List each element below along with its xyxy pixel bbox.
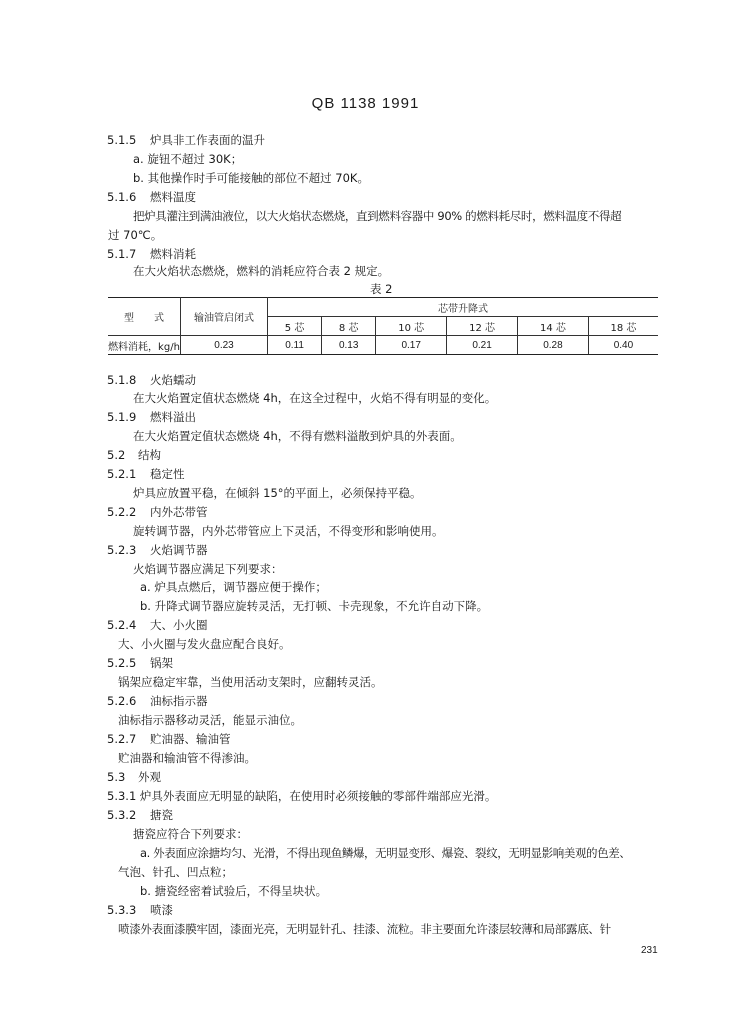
page-number: 231 (641, 945, 658, 956)
section-5-2-7-text: 贮油器和输油管不得渗油。 (118, 751, 256, 765)
section-5-2-3-number: 5.2.3 (107, 543, 137, 557)
item-b-enamel: b. 搪瓷经密着试验后，不得呈块状。 (140, 884, 328, 898)
wick-14: 14 芯 (518, 317, 589, 336)
item-a-enamel: a. 外表面应涂搪均匀、光滑，不得出现鱼鳞爆，无明显变形、爆瓷、裂纹，无明显影响美观的色差、 (140, 846, 631, 860)
section-5-2-4-number: 5.2.4 (107, 618, 137, 632)
section-5-1-6-text-cont: 过 70℃。 (108, 228, 163, 242)
section-5-2-title: 结构 (138, 448, 161, 462)
section-5-2-5-title: 锅架 (150, 656, 173, 670)
section-5-3-title: 外观 (138, 770, 161, 784)
section-5-1-7-text: 在大火焰状态燃烧，燃料的消耗应符合表 2 规定。 (133, 264, 390, 278)
section-5-2-2-number: 5.2.2 (107, 505, 137, 519)
item-b-other: b. 其他操作时手可能接触的部位不超过 70K。 (133, 171, 369, 185)
item-a-knob: a. 旋钮不超过 30K； (133, 152, 243, 166)
table-caption: 表 2 (370, 282, 393, 296)
value-wick-12: 0.21 (447, 336, 518, 355)
section-5-2-6-number: 5.2.6 (107, 694, 137, 708)
value-wick-10: 0.17 (376, 336, 447, 355)
section-5-1-5-title: 炉具非工作表面的温升 (150, 133, 265, 147)
section-5-3-1: 5.3.1 炉具外表面应无明显的缺陷，在使用时必须接触的零部件端部应光滑。 (107, 789, 497, 803)
section-5-3-3-number: 5.3.3 (107, 903, 137, 917)
col-header-wick: 芯带升降式 (268, 298, 659, 317)
section-5-1-6-text: 把炉具灌注到满油液位，以大火焰状态燃烧，直到燃料容器中 90% 的燃料耗尽时，燃料温度不得超 (133, 209, 622, 223)
section-5-2-number: 5.2 (107, 448, 126, 462)
section-5-1-9-title: 燃料溢出 (150, 410, 196, 424)
section-5-1-7-number: 5.1.7 (107, 247, 137, 261)
section-5-2-3-text: 火焰调节器应满足下列要求： (133, 562, 283, 576)
value-wick-5: 0.11 (268, 336, 322, 355)
section-5-3-3-title: 喷漆 (150, 903, 173, 917)
col-header-type: 型 式 (108, 298, 181, 336)
row-label-fuel-consumption: 燃料消耗，kg/h (108, 336, 181, 355)
section-5-2-5-text: 锅架应稳定牢靠，当使用活动支架时，应翻转灵活。 (118, 675, 383, 689)
section-5-1-9-number: 5.1.9 (107, 410, 137, 424)
section-5-1-9-text: 在大火焰置定值状态燃烧 4h，不得有燃料溢散到炉具的外表面。 (133, 429, 462, 443)
section-5-2-1-number: 5.2.1 (107, 467, 137, 481)
section-5-3-2-number: 5.3.2 (107, 808, 137, 822)
section-5-2-7-title: 贮油器、输油管 (150, 732, 231, 746)
section-5-2-4-title: 大、小火圈 (150, 618, 208, 632)
section-5-1-8-number: 5.1.8 (107, 373, 137, 387)
section-5-3-2-title: 搪瓷 (150, 808, 173, 822)
value-wick-8: 0.13 (322, 336, 376, 355)
section-5-1-5-number: 5.1.5 (107, 133, 137, 147)
section-5-1-8-text: 在大火焰置定值状态燃烧 4h，在这全过程中，火焰不得有明显的变化。 (133, 391, 497, 405)
item-a-enamel-cont: 气泡、针孔、凹点粒； (118, 865, 233, 879)
section-5-1-6-number: 5.1.6 (107, 190, 137, 204)
item-b-regulator: b. 升降式调节器应旋转灵活，无打顿、卡壳现象，不允许自动下降。 (140, 599, 489, 613)
value-wick-14: 0.28 (518, 336, 589, 355)
wick-18: 18 芯 (588, 317, 658, 336)
section-5-2-2-text: 旋转调节器，内外芯带管应上下灵活，不得变形和影响使用。 (133, 524, 444, 538)
item-a-ignite: a. 炉具点燃后，调节器应便于操作； (140, 580, 327, 594)
section-5-1-6-title: 燃料温度 (150, 190, 196, 204)
section-5-2-6-title: 油标指示器 (150, 694, 208, 708)
col-header-pipe: 输油管启闭式 (181, 298, 268, 336)
section-5-2-2-title: 内外芯带管 (150, 505, 208, 519)
wick-12: 12 芯 (447, 317, 518, 336)
section-5-3-3-text: 喷漆外表面漆膜牢固，漆面光亮，无明显针孔、挂漆、流粒。非主要面允许漆层较薄和局部露底、针 (118, 922, 611, 936)
section-5-3-2-text: 搪瓷应符合下列要求： (133, 827, 248, 841)
value-pipe: 0.23 (181, 336, 268, 355)
section-5-1-8-title: 火焰蠕动 (150, 373, 196, 387)
section-5-2-6-text: 油标指示器移动灵活，能显示油位。 (118, 713, 302, 727)
section-5-2-3-title: 火焰调节器 (150, 543, 208, 557)
section-5-3-number: 5.3 (107, 770, 126, 784)
fuel-consumption-table (108, 297, 658, 355)
wick-10: 10 芯 (376, 317, 447, 336)
wick-8: 8 芯 (322, 317, 376, 336)
section-5-2-1-title: 稳定性 (150, 467, 185, 481)
section-5-2-1-text: 炉具应放置平稳，在倾斜 15°的平面上，必须保持平稳。 (133, 486, 422, 500)
wick-5: 5 芯 (268, 317, 322, 336)
section-5-2-5-number: 5.2.5 (107, 656, 137, 670)
value-wick-18: 0.40 (588, 336, 658, 355)
section-5-1-7-title: 燃料消耗 (150, 247, 196, 261)
section-5-2-4-text: 大、小火圈与发火盘应配合良好。 (118, 637, 291, 651)
section-5-2-7-number: 5.2.7 (107, 732, 137, 746)
page-header: QB 1138 1991 (311, 95, 420, 112)
